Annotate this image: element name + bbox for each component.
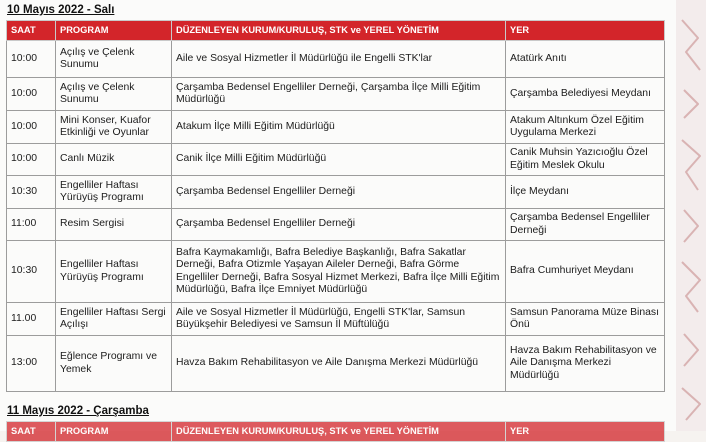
header-place: YER [506, 21, 665, 41]
cell-time: 10:30 [7, 241, 56, 303]
cell-time: 10:00 [7, 144, 56, 176]
header-time: SAAT [7, 21, 56, 41]
cell-organizer: Aile ve Sosyal Hizmetler İl Müdürlüğü ile Engelli STK'lar [172, 41, 506, 78]
table-row [7, 144, 665, 176]
day1-title: 10 Mayıs 2022 - Salı [7, 4, 115, 16]
cell-time: 10:00 [7, 41, 56, 78]
cell-place: İlçe Meydanı [506, 176, 665, 209]
table-header-row [7, 21, 665, 41]
cell-program: Açılış ve Çelenk Sunumu [56, 41, 172, 78]
header-place: YER [506, 422, 665, 442]
header-organizer: DÜZENLEYEN KURUM/KURULUŞ, STK ve YEREL YÖNETİM [172, 21, 506, 41]
cell-place: Çarşamba Belediyesi Meydanı [506, 78, 665, 111]
cell-organizer: Bafra Kaymakamlığı, Bafra Belediye Başkanlığı, Bafra Sakatlar Derneği, Bafra Otizmle Yaşayan Aileler Derneği, Bafra Görme Engelliler Derneği, Bafra Sosyal Hizmet Merkezi, Bafra İlçe Milli Eğitim Müdürlüğü, Bafra İlçe Emniyet Müdürlüğü [172, 241, 506, 303]
cell-organizer: Havza Bakım Rehabilitasyon ve Aile Danışma Merkezi Müdürlüğü [172, 336, 506, 392]
cell-place: Bafra Cumhuriyet Meydanı [506, 241, 665, 303]
cell-place: Atatürk Anıtı [506, 41, 665, 78]
table-row [7, 41, 665, 78]
day2-title: 11 Mayıs 2022 - Çarşamba [7, 405, 149, 417]
table-header-row [7, 422, 665, 442]
cell-place: Havza Bakım Rehabilitasyon ve Aile Danışma Merkezi Müdürlüğü [506, 336, 665, 392]
header-organizer: DÜZENLEYEN KURUM/KURULUŞ, STK ve YEREL YÖNETİM [172, 422, 506, 442]
cell-program: Resim Sergisi [56, 209, 172, 241]
side-ornament [676, 0, 706, 431]
cell-time: 10:30 [7, 176, 56, 209]
table-row [7, 209, 665, 241]
cell-place: Çarşamba Bedensel Engelliler Derneği [506, 209, 665, 241]
cell-program: Açılış ve Çelenk Sunumu [56, 78, 172, 111]
cell-organizer: Çarşamba Bedensel Engelliler Derneği, Çarşamba İlçe Milli Eğitim Müdürlüğü [172, 78, 506, 111]
cell-time: 11:00 [7, 209, 56, 241]
cell-organizer: Canik İlçe Milli Eğitim Müdürlüğü [172, 144, 506, 176]
table-row [7, 241, 665, 303]
header-time: SAAT [7, 422, 56, 442]
cell-time: 10:00 [7, 111, 56, 144]
cell-time: 13:00 [7, 336, 56, 392]
cell-organizer: Çarşamba Bedensel Engelliler Derneği [172, 209, 506, 241]
table-row [7, 303, 665, 336]
day2-schedule-table [6, 421, 665, 442]
cell-place: Samsun Panorama Müze Binası Önü [506, 303, 665, 336]
cell-program: Engelliler Haftası Sergi Açılışı [56, 303, 172, 336]
cell-program: Engelliler Haftası Yürüyüş Programı [56, 176, 172, 209]
day1-schedule-table [6, 20, 665, 392]
cell-program: Eğlence Programı ve Yemek [56, 336, 172, 392]
cell-place: Atakum Altınkum Özel Eğitim Uygulama Merkezi [506, 111, 665, 144]
table-row [7, 336, 665, 392]
header-program: PROGRAM [56, 422, 172, 442]
table-row [7, 78, 665, 111]
cell-organizer: Aile ve Sosyal Hizmetler İl Müdürlüğü, Engelli STK'lar, Samsun Büyükşehir Belediyesi ve Samsun İl Müftülüğü [172, 303, 506, 336]
table-row [7, 176, 665, 209]
table-row [7, 111, 665, 144]
cell-time: 11.00 [7, 303, 56, 336]
cell-time: 10:00 [7, 78, 56, 111]
cell-program: Engelliler Haftası Yürüyüş Programı [56, 241, 172, 303]
cell-program: Mini Konser, Kuafor Etkinliği ve Oyunlar [56, 111, 172, 144]
cell-organizer: Atakum İlçe Milli Eğitim Müdürlüğü [172, 111, 506, 144]
header-program: PROGRAM [56, 21, 172, 41]
cell-organizer: Çarşamba Bedensel Engelliler Derneği [172, 176, 506, 209]
cell-place: Canik Muhsin Yazıcıoğlu Özel Eğitim Meslek Okulu [506, 144, 665, 176]
cell-program: Canlı Müzik [56, 144, 172, 176]
